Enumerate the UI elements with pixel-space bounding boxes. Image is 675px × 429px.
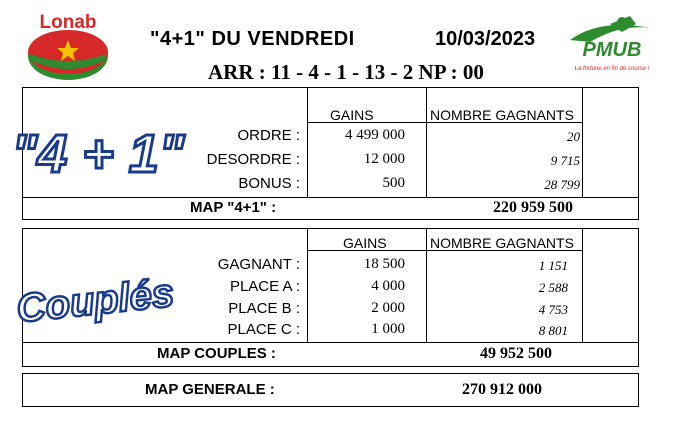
- svg-text:Lonab: Lonab: [39, 12, 97, 33]
- row-label: PLACE B :: [228, 300, 300, 317]
- row-label: BONUS :: [238, 175, 300, 192]
- badge-couples: [14, 258, 177, 343]
- row-label: PLACE C :: [227, 321, 300, 338]
- pmub-logo: [560, 10, 660, 76]
- col-header-gains: GAINS: [343, 235, 387, 251]
- svg-text:"4 + 1": "4 + 1": [11, 124, 185, 184]
- row-label: DESORDRE :: [206, 151, 300, 168]
- row-label: GAGNANT :: [217, 256, 300, 273]
- page-title: "4+1" DU VENDREDI: [150, 28, 355, 50]
- row-gains: 500: [382, 175, 405, 191]
- row-winners: 4 753: [538, 302, 568, 317]
- row-gains: 18 500: [363, 256, 405, 272]
- svg-text:PMUB: PMUB: [582, 39, 642, 61]
- svg-text:Couplés: Couplés: [14, 270, 177, 332]
- map-couples-value: 49 952 500: [480, 345, 552, 362]
- row-winners: 28 799: [544, 177, 580, 192]
- row-winners: 8 801: [538, 323, 568, 338]
- row-gains: 2 000: [371, 300, 405, 316]
- svg-text:La fortune en fin de course !: La fortune en fin de course !: [574, 66, 650, 72]
- col-header-winners: NOMBRE GAGNANTS: [430, 235, 574, 251]
- map-couples-label: MAP COUPLES :: [157, 345, 276, 362]
- row-winners: 1 151: [538, 258, 568, 273]
- row-label: PLACE A :: [229, 278, 300, 295]
- row-label: ORDRE :: [237, 127, 300, 144]
- draw-date: 10/03/2023: [435, 28, 536, 50]
- divider: [22, 197, 639, 198]
- divider: [307, 229, 308, 342]
- map-4plus1-label: MAP "4+1" :: [190, 199, 277, 216]
- row-winners: 2 588: [538, 280, 568, 295]
- map-general-value: 270 912 000: [462, 381, 542, 398]
- lonab-logo: [22, 8, 114, 82]
- divider: [307, 88, 308, 197]
- row-gains: 4 499 000: [345, 127, 405, 143]
- row-winners: 20: [567, 129, 580, 144]
- divider: [426, 229, 427, 342]
- row-gains: 1 000: [371, 321, 405, 337]
- map-4plus1-value: 220 959 500: [493, 199, 573, 216]
- row-gains: 12 000: [363, 151, 405, 167]
- row-gains: 4 000: [371, 278, 405, 294]
- map-general-label: MAP GENERALE :: [145, 381, 275, 398]
- divider: [582, 229, 583, 342]
- general-box: [22, 373, 639, 407]
- row-winners: 9 715: [550, 153, 580, 168]
- divider: [426, 88, 427, 197]
- divider: [582, 88, 583, 197]
- col-header-winners: NOMBRE GAGNANTS: [430, 107, 574, 123]
- arrival-line: ARR : 11 - 4 - 1 - 13 - 2 NP : 00: [208, 60, 484, 84]
- col-header-gains: GAINS: [330, 107, 374, 123]
